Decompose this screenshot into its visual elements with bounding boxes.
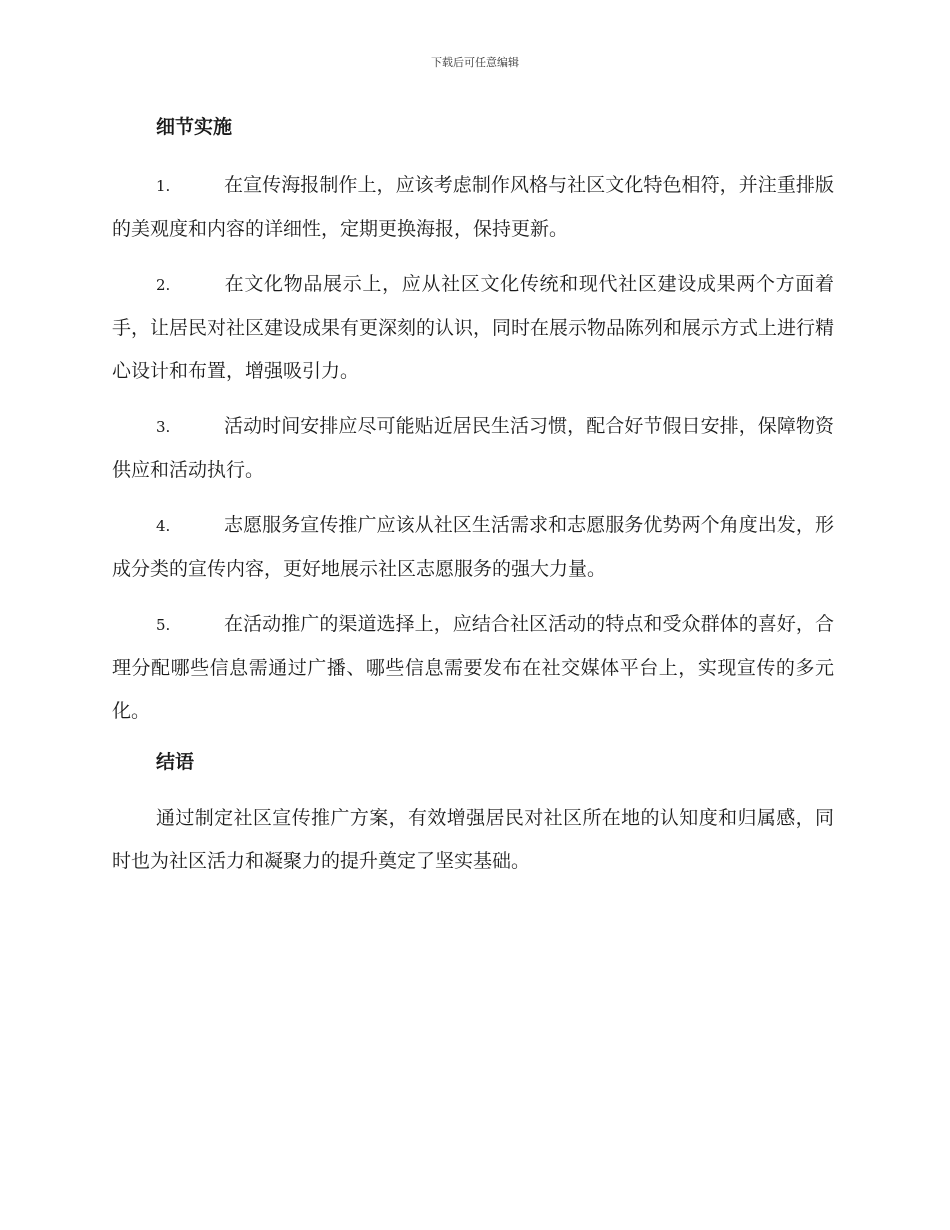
list-item-text: 志愿服务宣传推广应该从社区生活需求和志愿服务优势两个角度出发，形成分类的宣传内容，更好地展示社区志愿服务的强大力量。 [112,514,834,580]
list-item-number: 4. [156,517,171,535]
list-item-text: 在文化物品展示上，应从社区文化传统和现代社区建设成果两个方面着手，让居民对社区建设成果有更深刻的认识，同时在展示物品陈列和展示方式上进行精心设计和布置，增强吸引力。 [112,273,835,382]
list-item-number: 1. [156,177,171,195]
list-item [112,263,834,393]
conclusion-paragraph: 通过制定社区宣传推广方案，有效增强居民对社区所在地的认知度和归属感，同时也为社区活力和凝聚力的提升奠定了坚实基础。 [112,807,834,872]
list-item [112,504,834,591]
list-item [112,405,834,492]
list-item [112,603,834,733]
section-heading-details: 细节实施 [156,116,233,138]
list-item-text: 活动时间安排应尽可能贴近居民生活习惯，配合好节假日安排，保障物资供应和活动执行。 [112,415,834,481]
page-header-note: 下载后可任意编辑 [431,56,519,69]
list-item-text: 在宣传海报制作上，应该考虑制作风格与社区文化特色相符，并注重排版的美观度和内容的详细性，定期更换海报，保持更新。 [112,174,834,240]
list-item-number: 5. [156,616,171,634]
list-item-number: 2. [156,276,171,294]
list-item-number: 3. [156,418,171,436]
section-heading-conclusion: 结语 [156,751,195,773]
list-item-text: 在活动推广的渠道选择上，应结合社区活动的特点和受众群体的喜好，合理分配哪些信息需通过广播、哪些信息需要发布在社交媒体平台上，实现宣传的多元化。 [112,613,834,722]
details-list [112,164,834,733]
list-item [112,164,834,251]
document-body [112,110,834,883]
